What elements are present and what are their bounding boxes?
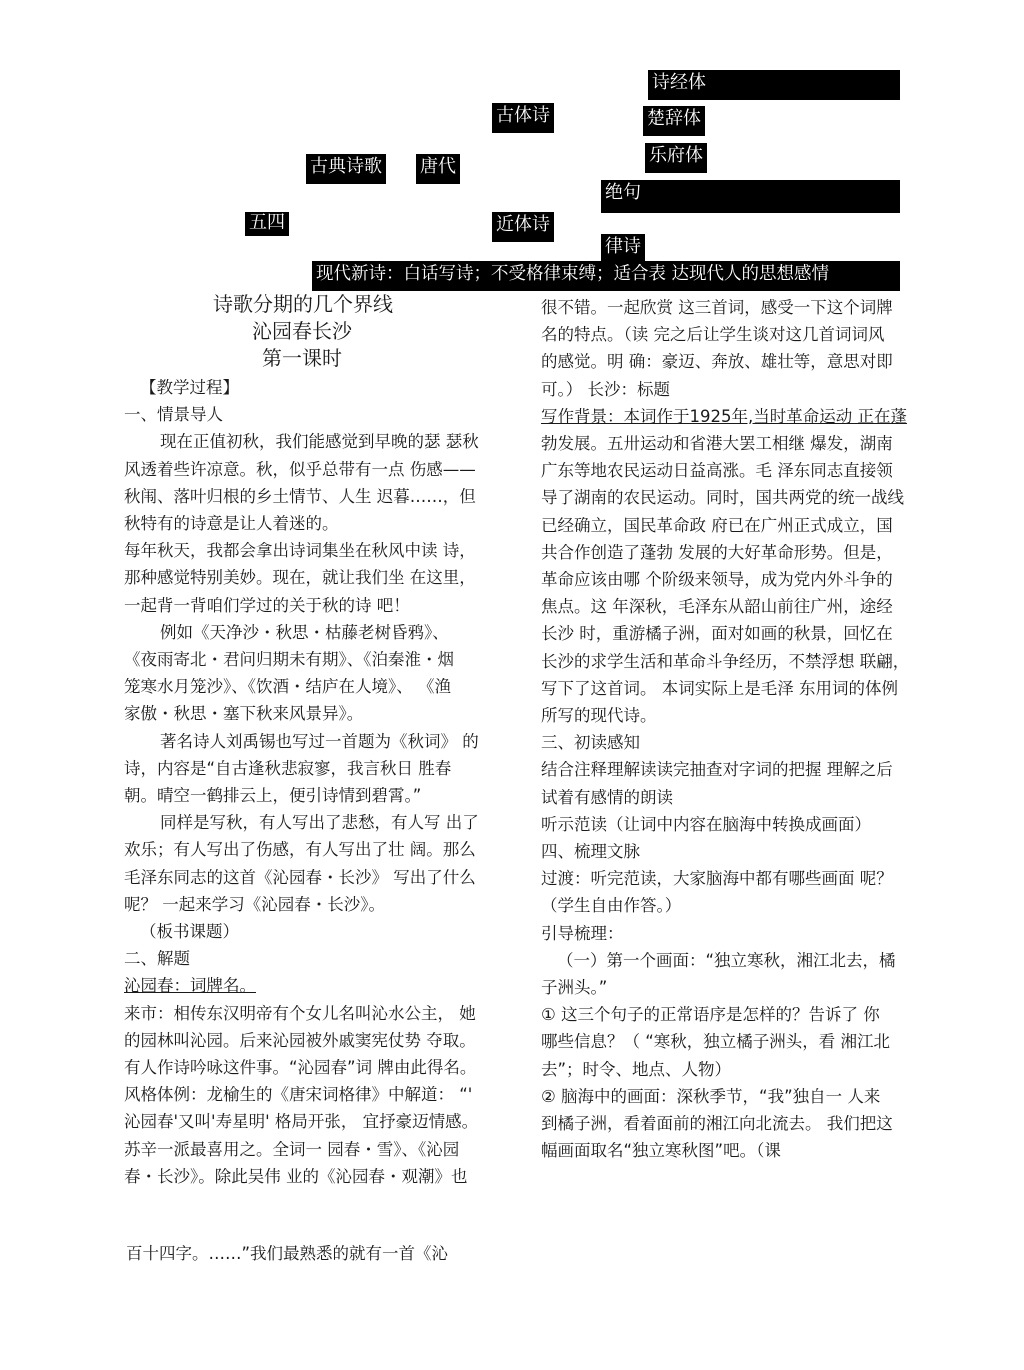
text-line: 呢？ 一起来学习《沁园春・长沙》。 — [124, 894, 385, 914]
text-line: 哪些信息？（ “寒秋，独立橘子洲头，看 湘江北 — [541, 1032, 891, 1052]
label: 现代新诗：白话写诗；不受格律束缚；适合表 达现代人的思想感情 — [316, 264, 830, 284]
box-yuefu — [645, 143, 707, 173]
box-shijing — [648, 70, 900, 100]
text-line: 共合作创造了蓬勃 发展的大好革命形势。但是， — [541, 542, 893, 562]
label: 律诗 — [605, 236, 641, 257]
text-line: （学生自由作答。） — [541, 896, 682, 916]
text-line: 每年秋天，我都会拿出诗词集坐在秋风中读 诗， — [124, 541, 476, 561]
text-line: 风格体例：龙榆生的《唐宋词格律》中解道： “' — [124, 1085, 473, 1105]
text-line: （板书课题） — [140, 922, 239, 942]
text-line: 一起背一背咱们学过的关于秋的诗 吧！ — [124, 595, 410, 615]
label: 诗经体 — [652, 72, 706, 93]
text-line: ① 这三个句子的正常语序是怎样的？告诉了 你 — [541, 1005, 880, 1025]
text-line: 沁园春'又叫'寿星明' 格局开张， 宜抒豪迈情感。 — [124, 1112, 479, 1132]
text-line: 来市：相传东汉明帝有个女儿名叫沁水公主， 她 — [124, 1003, 476, 1023]
text-line: 的园林叫沁园。后来沁园被外戚窦宪仗势 夺取。 — [124, 1030, 476, 1050]
text-line: 革命应该由哪 个阶级来领导，成为党内外斗争的 — [541, 570, 893, 590]
text-line: 欢乐；有人写出了伤感，有人写出了壮 阔。那么 — [124, 840, 476, 860]
text-line: 可。） 长沙：标题 — [541, 379, 670, 399]
text-line: 二、解题 — [124, 949, 190, 969]
box-xiandai — [312, 261, 900, 291]
text-line: 秋特有的诗意是让人着迷的。 — [124, 514, 339, 534]
text-line: 家傲・秋思・塞下秋来风景异》。 — [124, 704, 364, 724]
text-line: 【教学过程】 — [140, 378, 239, 397]
box-guti — [492, 103, 554, 133]
text-line: 结合注释理解读读完抽查对字词的把握 理解之后 — [541, 760, 893, 780]
box-tangdai — [416, 154, 460, 184]
text-line: 沁园春：词牌名。 — [124, 976, 256, 996]
box-lvshi — [601, 234, 645, 264]
text-line: 试着有感情的朗读 — [541, 787, 673, 807]
label: 楚辞体 — [647, 108, 701, 129]
title-line-2: 沁园春长沙 — [252, 319, 352, 343]
title-line-1: 诗歌分期的几个界线 — [213, 292, 393, 316]
text-line: 所写的现代诗。 — [541, 706, 657, 726]
text-line: 有人作诗吟咏这件事。“沁园春”词 牌由此得名。 — [124, 1058, 477, 1078]
label: 绝句 — [605, 182, 641, 203]
text-line: 苏辛一派最喜用之。全词一 园春・雪》、《沁园 — [124, 1139, 460, 1159]
text-line: 秋闱、落叶归根的乡土情节、人生 迟暮……，但 — [124, 486, 476, 506]
text-line: 引导梳理： — [541, 923, 624, 943]
text-line: 那种感觉特别美妙。现在，就让我们坐 在这里， — [124, 568, 476, 588]
text-line: 焦点。这 年深秋，毛泽东从韶山前往广州，途经 — [541, 597, 893, 617]
right-column — [541, 294, 909, 1165]
text-line: 已经确立，国民革命政 府已在广州正式成立，国 — [541, 515, 893, 535]
label: 唐代 — [420, 156, 456, 177]
text-line: 很不错。一起欣赏 这三首词，感受一下这个词牌 — [541, 298, 893, 317]
text-line: 广东等地农民运动日益高涨。毛 泽东同志直接领 — [541, 461, 893, 481]
text-line: 毛泽东同志的这首《沁园春・长沙》 写出了什么 — [124, 867, 476, 887]
label: 古典诗歌 — [310, 156, 382, 177]
text-line: 去”；时令、地点、人物） — [541, 1059, 732, 1079]
box-jinti — [492, 212, 554, 242]
text-line: 风透着些许凉意。秋，似乎总带有一点 伤感—— — [124, 459, 476, 479]
box-gudian — [306, 154, 386, 184]
text-line: 三、初读感知 — [541, 733, 640, 753]
text-line: 长沙的求学生活和革命斗争经历，不禁浮想 联翩， — [541, 651, 910, 671]
left-column — [124, 374, 479, 1190]
box-chuci — [643, 106, 705, 136]
text-line: 写作背景：本词作于1925年,当时革命运动 正在蓬 — [541, 406, 907, 426]
text-line: ② 脑海中的画面：深秋季节，“我”独自一 人来 — [541, 1086, 881, 1106]
label: 古体诗 — [496, 105, 550, 126]
label: 五四 — [249, 212, 285, 233]
label: 乐府体 — [649, 145, 703, 166]
title-line-3: 第一课时 — [262, 346, 342, 370]
text-line: 著名诗人刘禹锡也写过一首题为《秋词》 的 — [160, 731, 479, 751]
text-line: 《夜雨寄北・君问归期未有期》、《泊秦淮・烟 — [124, 650, 454, 670]
text-line: 勃发展。五卅运动和省港大罢工相继 爆发，湖南 — [541, 434, 893, 454]
text-line: 诗，内容是“自古逢秋悲寂寥，我言秋日 胜春 — [124, 758, 452, 778]
text-line: 现在正值初秋，我们能感觉到早晚的瑟 瑟秋 — [160, 432, 479, 452]
text-line: 的感觉。明 确：豪迈、奔放、雄壮等，意思对即 — [541, 352, 893, 372]
footer-line: 百十四字。……”我们最熟悉的就有一首《沁 — [126, 1244, 449, 1263]
text-line: 写下了这首词。 本词实际上是毛泽 东用词的体例 — [541, 678, 898, 698]
text-line: 听示范读（让词中内容在脑海中转换成画面） — [541, 814, 871, 834]
label: 近体诗 — [496, 214, 550, 235]
text-line: 例如《天净沙・秋思・枯藤老树昏鸦》、 — [160, 622, 449, 642]
text-line: 一、情景导人 — [124, 405, 223, 425]
text-line: 导了湖南的农民运动。同时，国共两党的统一战线 — [541, 488, 904, 508]
text-line: 朝。晴空一鹤排云上，便引诗情到碧霄。” — [124, 786, 422, 806]
text-line: 幅画面取名“独立寒秋图”吧。（课 — [541, 1141, 781, 1161]
text-line: 春・长沙》。除此吴伟 业的《沁园春・观潮》也 — [124, 1166, 468, 1186]
text-line: 长沙 时，重游橘子洲，面对如画的秋景，回忆在 — [541, 624, 893, 644]
text-line: 到橘子洲，看着面前的湘江向北流去。 我们把这 — [541, 1114, 893, 1134]
text-line: 过渡：听完范读，大家脑海中都有哪些画面 呢？ — [541, 869, 893, 889]
text-line: 子洲头。” — [541, 978, 608, 998]
box-jueju — [601, 180, 900, 213]
text-line: 四、梳理文脉 — [541, 842, 640, 862]
text-line: （一）第一个画面：“独立寒秋，湘江北去，橘 — [557, 950, 896, 970]
text-line: 笼寒水月笼沙》、《饮酒・结庐在人境》、 《渔 — [124, 677, 451, 697]
box-wusi — [245, 212, 289, 236]
text-line: 名的特点。（读 完之后让学生谈对这几首词词风 — [541, 325, 885, 345]
text-line: 同样是写秋，有人写出了悲愁，有人写 出了 — [160, 813, 479, 833]
